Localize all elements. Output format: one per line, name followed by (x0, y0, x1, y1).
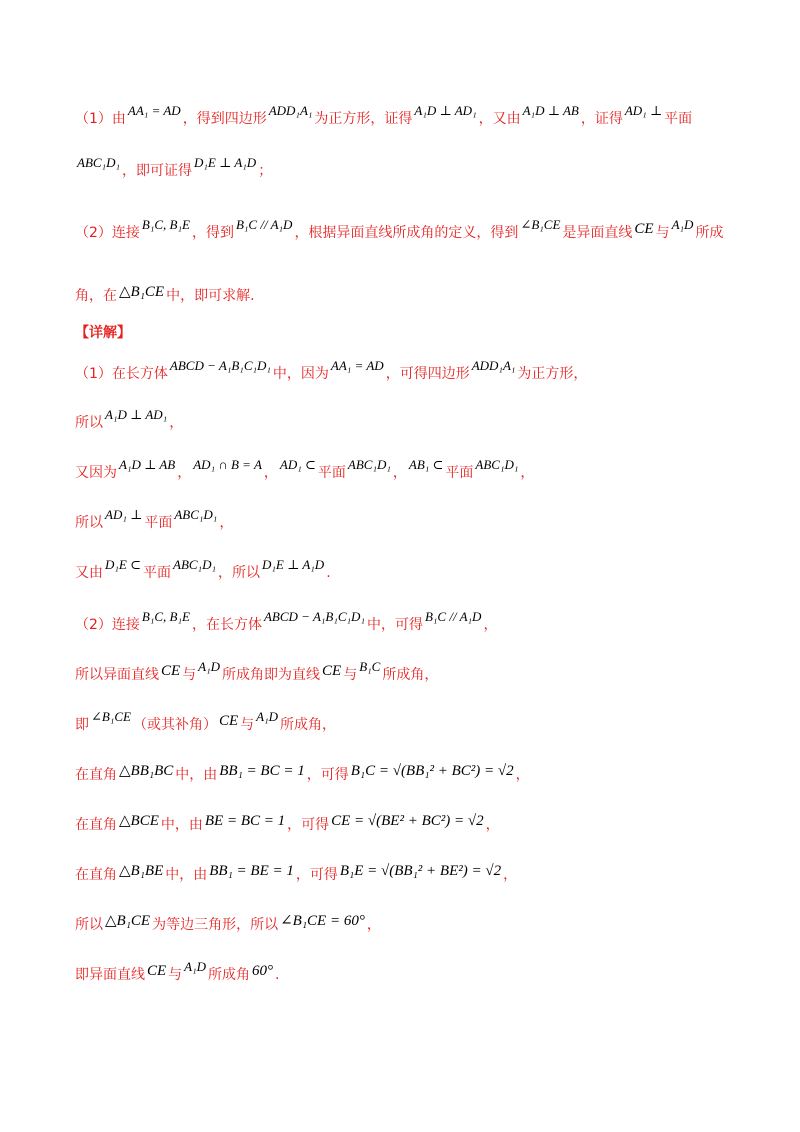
math-expression: B₁C // A₁D (235, 217, 293, 232)
math-expression: △B₁CE (119, 284, 165, 300)
text-run: . (275, 967, 280, 983)
text-run: 所成角即为直线 (222, 667, 321, 683)
text-run: 即异面直线 (75, 967, 145, 983)
text-run: 平面 (317, 465, 346, 481)
text-line (75, 507, 234, 532)
text-run: （1）由 (75, 111, 126, 127)
text-line (75, 155, 273, 180)
math-expression: ABC₁D₁ (174, 507, 218, 522)
text-run: 为正方形， (517, 366, 588, 382)
math-expression: D₁E ⊂ (105, 557, 141, 572)
math-expression: D₁E ⊥ A₁D (261, 557, 325, 572)
math-expression: ABCD − A₁B₁C₁D₁ (169, 358, 271, 373)
text-run: 角，在 (75, 288, 117, 304)
math-expression: △BB₁BC (119, 763, 174, 779)
math-expression: AA₁ = AD (127, 103, 181, 118)
text-line (75, 103, 693, 128)
math-expression: B₁C, B₁E (141, 609, 190, 624)
math-expression: B₁C (359, 659, 381, 674)
math-expression: 60° (252, 963, 274, 979)
math-expression: ABC₁D₁ (77, 155, 120, 170)
text-run: ， (392, 465, 407, 481)
math-expression: BB₁ = BC = 1 (219, 763, 305, 779)
math-expression: BB₁ = BE = 1 (209, 863, 294, 879)
math-expression: ABC₁D₁ (173, 557, 216, 572)
text-run: （或其补角） (132, 717, 217, 733)
math-expression: B₁C, B₁E (141, 217, 190, 232)
text-run: ， (177, 465, 192, 481)
math-expression: ABCD − A₁B₁C₁D₁ (263, 609, 365, 624)
math-expression: △BCE (119, 813, 159, 829)
math-expression: AD₁ ∩ B = A (193, 457, 262, 472)
text-run: 为等边三角形，所以 (152, 917, 279, 933)
math-expression: A₁D ⊥ AB (522, 103, 579, 118)
text-line (75, 709, 336, 734)
math-expression: D₁E ⊥ A₁D (193, 155, 257, 170)
text-line (75, 914, 381, 934)
text-run: 中，由 (175, 767, 218, 783)
text-run: 与 (240, 717, 255, 733)
text-run: ， (263, 465, 278, 481)
text-run: 在直角 (75, 817, 117, 833)
text-run: 为正方形，证得 (314, 111, 413, 127)
text-run: ， (169, 415, 184, 431)
text-run: ，所以 (217, 565, 260, 581)
math-expression: ∠B₁CE (91, 709, 131, 724)
math-expression: CE (634, 221, 654, 237)
text-run: 所成 (695, 225, 724, 241)
math-expression: ∠B₁CE (520, 217, 561, 232)
text-run: 与 (182, 667, 197, 683)
text-run: ，可得四边形 (385, 366, 470, 382)
text-line (75, 557, 331, 582)
math-expression: B₁C = √(BB₁² + BC²) = √2 (350, 763, 514, 779)
text-line (75, 959, 280, 984)
math-expression: A₁D ⊥ AD₁ (105, 407, 168, 422)
math-expression: CE = √(BE² + BC²) = √2 (331, 813, 484, 829)
math-expression: B₁C // A₁D (424, 609, 482, 624)
text-run: ； (258, 163, 273, 179)
text-run: ，在长方体 (191, 617, 262, 633)
text-run: 所以 (75, 515, 103, 531)
text-run: 又因为 (75, 465, 117, 481)
text-line (75, 217, 724, 242)
text-line (75, 285, 255, 305)
text-run: 即 (75, 717, 89, 733)
text-run: ， (503, 867, 518, 883)
math-expression: AD₁ ⊂ (279, 457, 316, 472)
text-run: 所成角， (280, 717, 336, 733)
text-run: ，可得 (287, 817, 330, 833)
text-line (75, 864, 517, 884)
math-expression: ∠B₁CE = 60° (280, 913, 365, 929)
text-run: 平面 (144, 515, 173, 531)
text-run: 与 (655, 225, 670, 241)
text-line (75, 322, 131, 342)
text-line (75, 358, 588, 383)
math-expression: A₁D ⊥ AB (119, 457, 176, 472)
math-expression: A₁D (184, 959, 207, 974)
text-run: . (326, 565, 331, 581)
text-run: ， (515, 767, 530, 783)
text-line (75, 764, 530, 784)
text-line (75, 659, 439, 684)
math-expression: ADD₁A₁ (268, 103, 313, 118)
text-run: （2）连接 (75, 225, 140, 241)
text-run: 中，即可求解. (166, 288, 255, 304)
text-run: （2）连接 (75, 617, 140, 633)
math-expression: AD₁ ⊥ (624, 103, 663, 118)
text-run: 在直角 (75, 867, 117, 883)
math-expression: CE (218, 713, 239, 729)
text-run: 所成角， (382, 667, 439, 683)
text-run: ，可得 (306, 767, 349, 783)
text-run: 又由 (75, 565, 103, 581)
math-expression: ABC₁D₁ (347, 457, 391, 472)
text-line (75, 407, 184, 432)
text-run: ， (485, 817, 500, 833)
text-run: 所成角 (208, 967, 251, 983)
section-heading: 【详解】 (75, 325, 131, 341)
text-run: （1）在长方体 (75, 366, 168, 382)
text-run: ，又由 (478, 111, 521, 127)
text-run: ， (520, 465, 535, 481)
text-run: ，得到 (191, 225, 234, 241)
math-expression: CE (322, 663, 342, 679)
text-run: 中，可得 (366, 617, 423, 633)
text-line (75, 609, 498, 634)
math-expression: A₁D ⊥ AD₁ (414, 103, 477, 118)
math-expression: A₁D (198, 659, 221, 674)
text-run: 所以异面直线 (75, 667, 159, 683)
text-run: 在直角 (75, 767, 117, 783)
text-run: 中，由 (165, 867, 208, 883)
math-expression: AD₁ ⊥ (105, 507, 143, 522)
text-run: ，得到四边形 (182, 111, 267, 127)
text-run: 所以 (75, 415, 103, 431)
math-expression: ADD₁A₁ (471, 358, 516, 373)
text-line (75, 457, 535, 482)
text-run: 平面 (664, 111, 693, 127)
math-expression: BE = BC = 1 (204, 813, 286, 829)
text-run: 与 (168, 967, 183, 983)
text-run: 所以 (75, 917, 103, 933)
text-line (75, 814, 500, 834)
text-run: 平面 (445, 465, 474, 481)
text-run: 与 (343, 667, 358, 683)
text-run: 是异面直线 (562, 225, 633, 241)
text-run: 平面 (143, 565, 171, 581)
math-expression: B₁E = √(BB₁² + BE²) = √2 (339, 863, 502, 879)
text-run: ， (366, 917, 381, 933)
text-run: 中，由 (160, 817, 203, 833)
text-run: ，即可证得 (121, 163, 192, 179)
math-expression: △B₁CE (105, 913, 151, 929)
text-run: ，根据异面直线所成角的定义，得到 (294, 225, 519, 241)
text-run: ， (219, 515, 234, 531)
math-expression: CE (147, 963, 167, 979)
text-run: ，证得 (580, 111, 623, 127)
math-expression: AA₁ = AD (330, 358, 384, 373)
math-expression: ABC₁D₁ (475, 457, 519, 472)
math-expression: A₁D (256, 709, 278, 724)
text-run: ，可得 (295, 867, 338, 883)
text-run: ， (483, 617, 498, 633)
text-run: 中，因为 (272, 366, 329, 382)
math-expression: A₁D (671, 217, 694, 232)
math-expression: △B₁BE (119, 863, 164, 879)
math-expression: CE (161, 663, 181, 679)
math-expression: AB₁ ⊂ (408, 457, 444, 472)
